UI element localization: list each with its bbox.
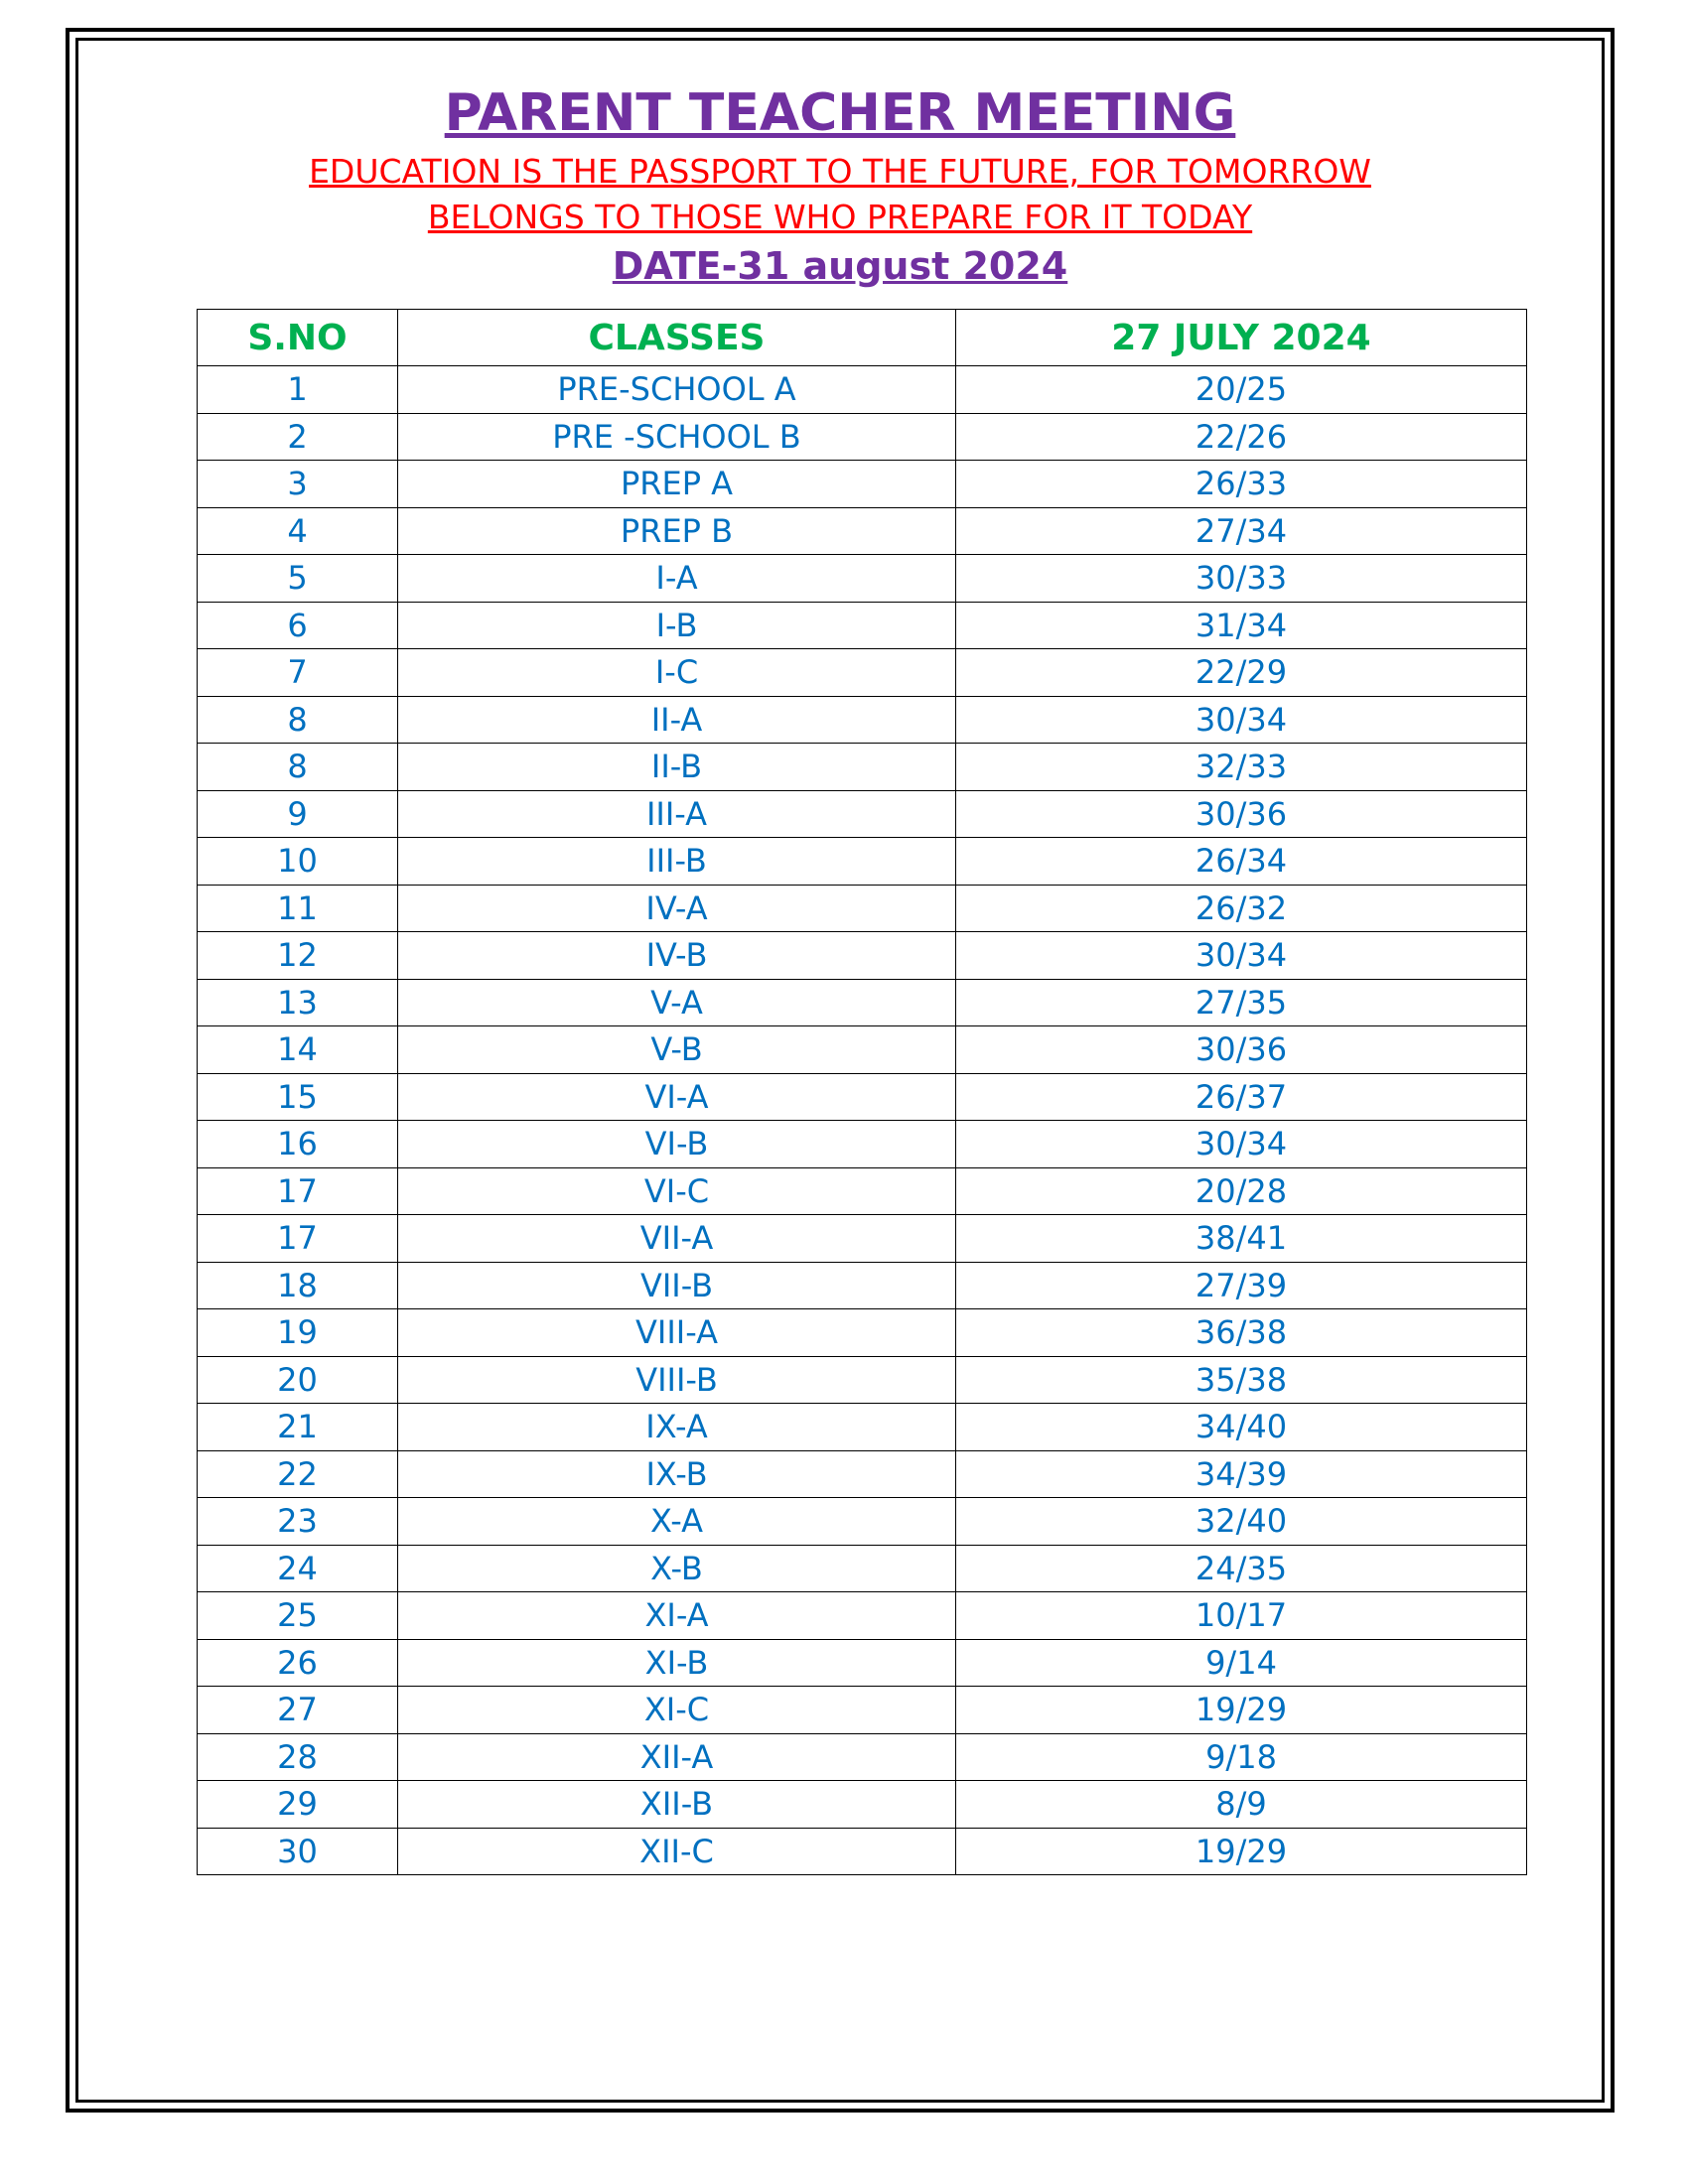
cell-sno: 12 <box>198 932 398 980</box>
cell-sno: 8 <box>198 696 398 744</box>
header-date: 27 JULY 2024 <box>956 310 1527 366</box>
cell-attendance: 24/35 <box>956 1545 1527 1592</box>
cell-class: IV-B <box>398 932 956 980</box>
cell-class: I-A <box>398 555 956 603</box>
cell-sno: 21 <box>198 1404 398 1451</box>
cell-attendance: 27/39 <box>956 1262 1527 1309</box>
table-row <box>198 1404 1527 1451</box>
cell-attendance: 22/29 <box>956 649 1527 697</box>
table-row <box>198 1215 1527 1263</box>
cell-attendance: 26/34 <box>956 838 1527 886</box>
cell-attendance: 9/14 <box>956 1639 1527 1687</box>
cell-sno: 7 <box>198 649 398 697</box>
cell-class: XI-B <box>398 1639 956 1687</box>
cell-attendance: 32/40 <box>956 1498 1527 1546</box>
table-row <box>198 461 1527 508</box>
table-row <box>198 366 1527 414</box>
cell-class: VII-B <box>398 1262 956 1309</box>
table-row <box>198 1592 1527 1640</box>
cell-attendance: 30/34 <box>956 1121 1527 1168</box>
cell-sno: 4 <box>198 507 398 555</box>
cell-sno: 22 <box>198 1450 398 1498</box>
cell-sno: 2 <box>198 413 398 461</box>
cell-sno: 18 <box>198 1262 398 1309</box>
cell-attendance: 30/34 <box>956 696 1527 744</box>
cell-sno: 16 <box>198 1121 398 1168</box>
cell-class: XII-B <box>398 1781 956 1829</box>
cell-class: VI-B <box>398 1121 956 1168</box>
cell-class: VII-A <box>398 1215 956 1263</box>
cell-class: VIII-B <box>398 1356 956 1404</box>
cell-sno: 8 <box>198 744 398 791</box>
cell-sno: 15 <box>198 1073 398 1121</box>
cell-attendance: 19/29 <box>956 1687 1527 1734</box>
cell-class: IX-B <box>398 1450 956 1498</box>
cell-class: I-B <box>398 602 956 649</box>
cell-sno: 6 <box>198 602 398 649</box>
cell-sno: 14 <box>198 1026 398 1074</box>
cell-sno: 25 <box>198 1592 398 1640</box>
cell-attendance: 32/33 <box>956 744 1527 791</box>
table-row <box>198 507 1527 555</box>
cell-class: VI-C <box>398 1167 956 1215</box>
cell-sno: 17 <box>198 1215 398 1263</box>
cell-sno: 20 <box>198 1356 398 1404</box>
table-row <box>198 744 1527 791</box>
cell-attendance: 9/18 <box>956 1733 1527 1781</box>
cell-attendance: 19/29 <box>956 1828 1527 1875</box>
cell-class: VIII-A <box>398 1309 956 1357</box>
cell-sno: 10 <box>198 838 398 886</box>
table-row <box>198 1167 1527 1215</box>
cell-sno: 11 <box>198 885 398 932</box>
cell-class: PRE -SCHOOL B <box>398 413 956 461</box>
table-row <box>198 1309 1527 1357</box>
table-row <box>198 555 1527 603</box>
document-header <box>75 77 1605 292</box>
cell-attendance: 20/25 <box>956 366 1527 414</box>
cell-attendance: 8/9 <box>956 1781 1527 1829</box>
table-row <box>198 1073 1527 1121</box>
cell-attendance: 22/26 <box>956 413 1527 461</box>
cell-class: XII-A <box>398 1733 956 1781</box>
table-row <box>198 1026 1527 1074</box>
meeting-date: DATE-31 august 2024 <box>612 244 1068 288</box>
cell-class: VI-A <box>398 1073 956 1121</box>
cell-sno: 1 <box>198 366 398 414</box>
quote-line-1: EDUCATION IS THE PASSPORT TO THE FUTURE, FOR TOMORROW <box>309 152 1371 191</box>
cell-attendance: 26/32 <box>956 885 1527 932</box>
table-row <box>198 1498 1527 1546</box>
cell-class: III-B <box>398 838 956 886</box>
cell-class: IX-A <box>398 1404 956 1451</box>
cell-sno: 17 <box>198 1167 398 1215</box>
cell-attendance: 34/39 <box>956 1450 1527 1498</box>
table-row <box>198 979 1527 1026</box>
table-row <box>198 602 1527 649</box>
cell-sno: 9 <box>198 790 398 838</box>
cell-class: II-A <box>398 696 956 744</box>
cell-sno: 30 <box>198 1828 398 1875</box>
cell-sno: 24 <box>198 1545 398 1592</box>
cell-class: XI-C <box>398 1687 956 1734</box>
cell-sno: 3 <box>198 461 398 508</box>
cell-sno: 23 <box>198 1498 398 1546</box>
cell-attendance: 30/34 <box>956 932 1527 980</box>
table-row <box>198 1262 1527 1309</box>
header-classes: CLASSES <box>398 310 956 366</box>
table-header-row <box>198 310 1527 366</box>
cell-attendance: 26/37 <box>956 1073 1527 1121</box>
table-row <box>198 1639 1527 1687</box>
table-row <box>198 1781 1527 1829</box>
cell-sno: 28 <box>198 1733 398 1781</box>
cell-attendance: 31/34 <box>956 602 1527 649</box>
cell-class: X-B <box>398 1545 956 1592</box>
cell-sno: 26 <box>198 1639 398 1687</box>
cell-class: PREP A <box>398 461 956 508</box>
cell-class: PREP B <box>398 507 956 555</box>
cell-class: X-A <box>398 1498 956 1546</box>
cell-attendance: 27/34 <box>956 507 1527 555</box>
cell-attendance: 10/17 <box>956 1592 1527 1640</box>
cell-class: V-B <box>398 1026 956 1074</box>
table-row <box>198 1828 1527 1875</box>
cell-attendance: 30/36 <box>956 790 1527 838</box>
cell-class: I-C <box>398 649 956 697</box>
attendance-table <box>197 309 1527 1875</box>
cell-class: XI-A <box>398 1592 956 1640</box>
header-sno: S.NO <box>198 310 398 366</box>
table-row <box>198 1121 1527 1168</box>
cell-sno: 5 <box>198 555 398 603</box>
table-row <box>198 1733 1527 1781</box>
table-row <box>198 696 1527 744</box>
table-row <box>198 413 1527 461</box>
cell-attendance: 26/33 <box>956 461 1527 508</box>
cell-sno: 29 <box>198 1781 398 1829</box>
table-row <box>198 885 1527 932</box>
cell-class: PRE-SCHOOL A <box>398 366 956 414</box>
cell-sno: 27 <box>198 1687 398 1734</box>
table-row <box>198 1687 1527 1734</box>
cell-sno: 13 <box>198 979 398 1026</box>
table-row <box>198 1356 1527 1404</box>
page-title: PARENT TEACHER MEETING <box>444 83 1236 143</box>
cell-attendance: 30/33 <box>956 555 1527 603</box>
table-body <box>198 366 1527 1875</box>
table-row <box>198 790 1527 838</box>
table-row <box>198 1450 1527 1498</box>
table-row <box>198 838 1527 886</box>
table-row <box>198 1545 1527 1592</box>
cell-class: IV-A <box>398 885 956 932</box>
cell-attendance: 27/35 <box>956 979 1527 1026</box>
cell-class: III-A <box>398 790 956 838</box>
cell-attendance: 34/40 <box>956 1404 1527 1451</box>
table-row <box>198 649 1527 697</box>
cell-attendance: 38/41 <box>956 1215 1527 1263</box>
cell-attendance: 36/38 <box>956 1309 1527 1357</box>
table-row <box>198 932 1527 980</box>
cell-class: II-B <box>398 744 956 791</box>
cell-sno: 19 <box>198 1309 398 1357</box>
cell-attendance: 20/28 <box>956 1167 1527 1215</box>
cell-class: V-A <box>398 979 956 1026</box>
cell-class: XII-C <box>398 1828 956 1875</box>
quote-line-2: BELONGS TO THOSE WHO PREPARE FOR IT TODAY <box>427 198 1253 236</box>
cell-attendance: 35/38 <box>956 1356 1527 1404</box>
cell-attendance: 30/36 <box>956 1026 1527 1074</box>
